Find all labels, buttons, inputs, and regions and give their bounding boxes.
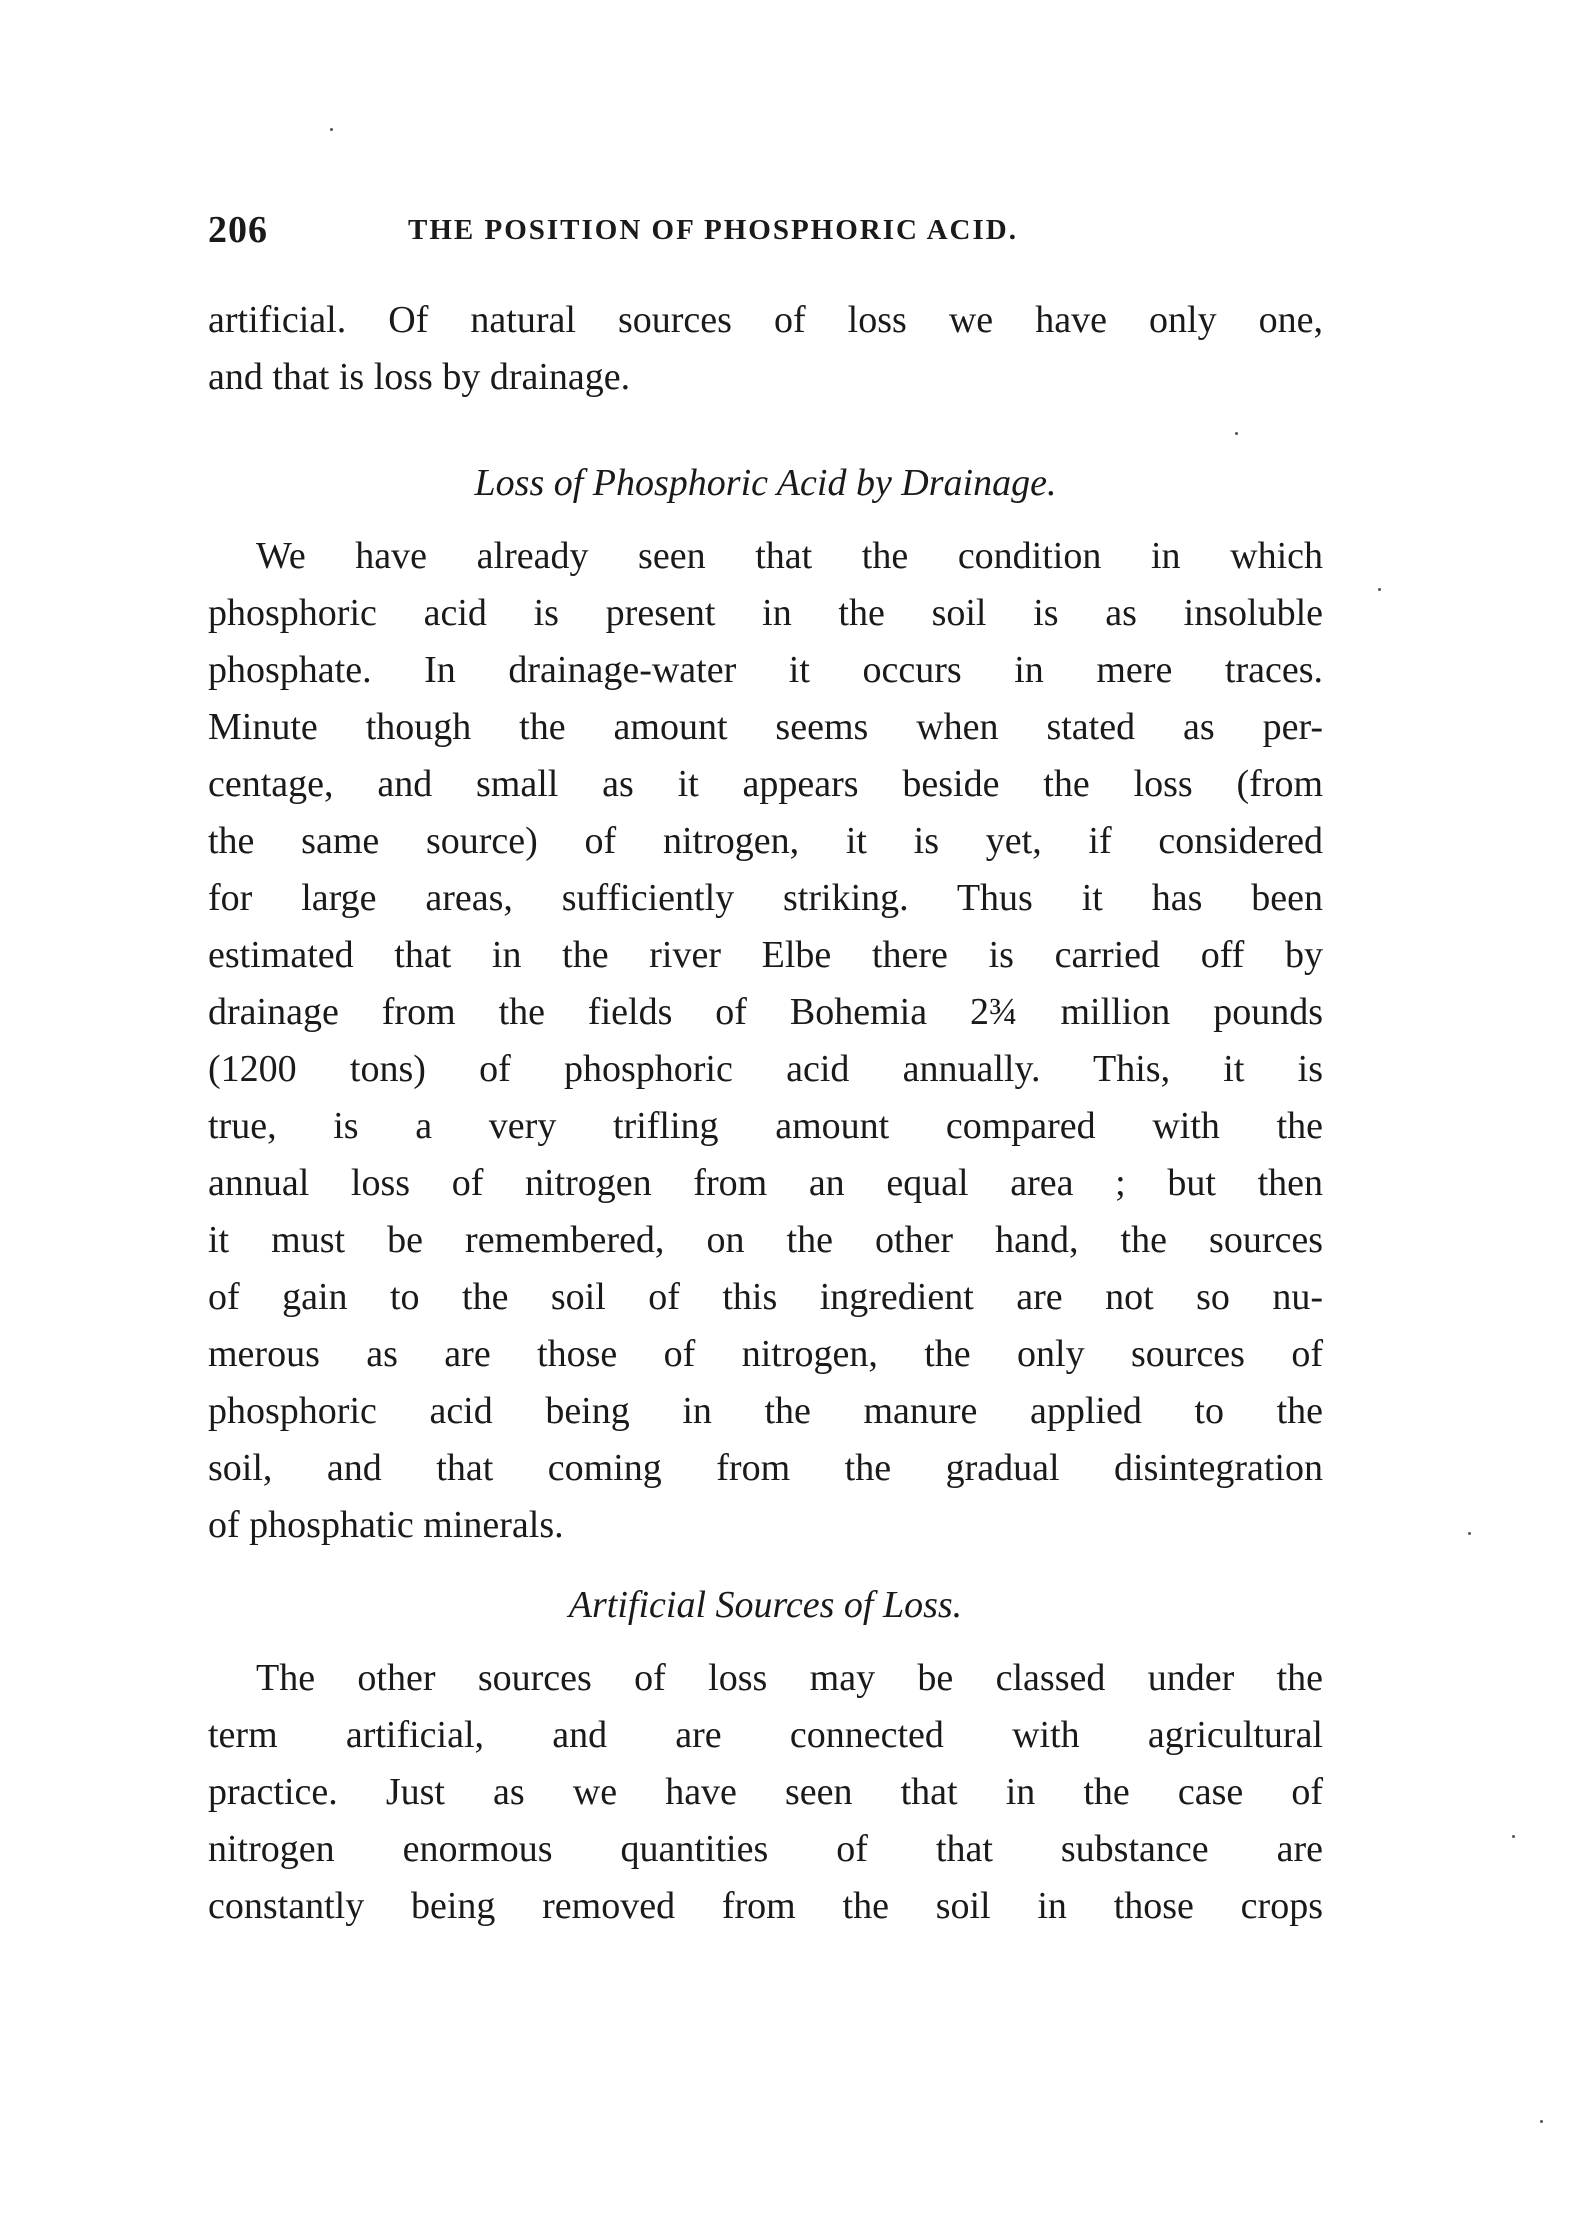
text-line: of gain to the soil of this ingredient are not so nu- [208, 1276, 1323, 1318]
text-line: We have already seen that the condition in which [256, 535, 1323, 577]
intro-paragraph [208, 292, 1323, 406]
scan-speck [1468, 1532, 1471, 1535]
artificial-paragraph [208, 1650, 1323, 1935]
text-line: (1200 tons) of phosphoric acid annually. This, it is [208, 1048, 1323, 1090]
text-line: phosphoric acid is present in the soil is as insoluble [208, 592, 1323, 634]
running-head: THE POSITION OF PHOSPHORIC ACID. [408, 214, 1018, 246]
text-line: constantly being removed from the soil in those crops [208, 1885, 1323, 1927]
text-line: merous as are those of nitrogen, the only sources of [208, 1333, 1323, 1375]
page-header [208, 208, 1328, 258]
text-line: true, is a very trifling amount compared with the [208, 1105, 1323, 1147]
text-line: The other sources of loss may be classed under the [256, 1657, 1323, 1699]
page-number: 206 [208, 209, 268, 251]
text-line: it must be remembered, on the other hand, the sources [208, 1219, 1323, 1261]
scan-speck [1540, 2120, 1543, 2123]
text-line: drainage from the fields of Bohemia 2¾ million pounds [208, 991, 1323, 1033]
text-line: term artificial, and are connected with agricultural [208, 1714, 1323, 1756]
text-line: nitrogen enormous quantities of that substance are [208, 1828, 1323, 1870]
text-line: Minute though the amount seems when stated as per- [208, 706, 1323, 748]
text-line: of phosphatic minerals. [208, 1504, 564, 1546]
scan-speck [1235, 432, 1238, 435]
scan-speck [1512, 1835, 1515, 1838]
text-line: soil, and that coming from the gradual disintegration [208, 1447, 1323, 1489]
text-line: estimated that in the river Elbe there is carried off by [208, 934, 1323, 976]
text-line: annual loss of nitrogen from an equal area ; but then [208, 1162, 1323, 1204]
text-line: artificial. Of natural sources of loss we have only one, [208, 299, 1323, 341]
section-heading-artificial: Artificial Sources of Loss. [568, 1584, 963, 1626]
text-line: practice. Just as we have seen that in the case of [208, 1771, 1323, 1813]
text-line: and that is loss by drainage. [208, 356, 631, 398]
text-line: for large areas, sufficiently striking. Thus it has been [208, 877, 1323, 919]
scan-speck [1378, 588, 1381, 591]
scan-speck [330, 128, 333, 131]
text-line: phosphate. In drainage-water it occurs in mere traces. [208, 649, 1323, 691]
section-heading-drainage: Loss of Phosphoric Acid by Drainage. [474, 462, 1057, 504]
drainage-paragraph [208, 528, 1323, 1554]
text-line: centage, and small as it appears beside the loss (from [208, 763, 1323, 805]
text-line: phosphoric acid being in the manure applied to the [208, 1390, 1323, 1432]
text-line: the same source) of nitrogen, it is yet, if considered [208, 820, 1323, 862]
